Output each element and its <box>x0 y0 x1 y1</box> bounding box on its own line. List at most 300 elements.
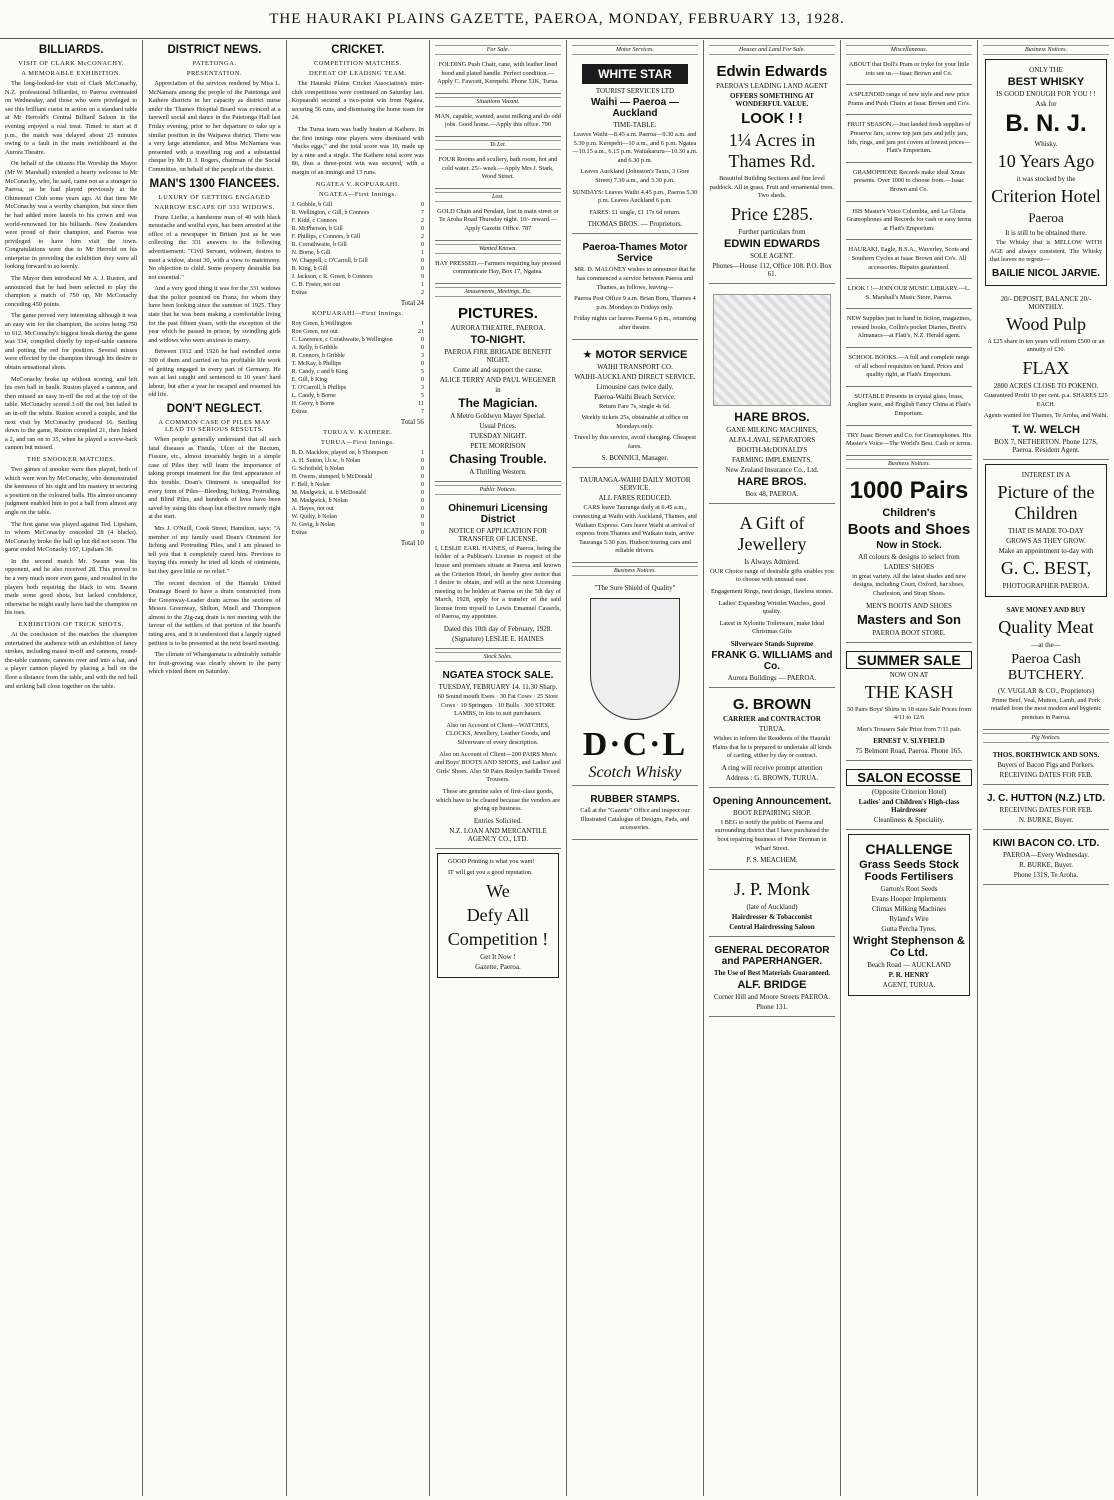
now-on-label: NOW ON AT <box>889 670 929 679</box>
runs: 1 <box>420 281 424 288</box>
runs: 11 <box>418 400 424 407</box>
billiards-heading: BILLIARDS. <box>38 44 104 56</box>
service-title: Paeroa-Thames Motor Service <box>582 242 688 265</box>
snooker-subheading: THE SNOOKER MATCHES. <box>26 455 116 463</box>
score-row <box>292 457 424 465</box>
photographer-name: G. C. BEST, <box>1000 557 1092 578</box>
decorator-ad <box>709 940 835 1017</box>
route-label: Waihi — Paeroa — Auckland <box>590 97 679 119</box>
paragraph: Mrs J. O'Neill, Cook Street, Hamilton, says: "A member of my family used Doan's Ointment for Itching and Protruding Piles, and I am pleased to tell you that it completely cured him. Previous to buying this remedy he tried all kinds of ointments, but they gave little or no relief." <box>148 524 281 575</box>
best-whisky-label: BEST WHISKY <box>1007 76 1085 88</box>
batsman: Ron Green, not out <box>291 328 338 335</box>
runs: 0 <box>420 201 424 208</box>
photographer-title: PHOTOGRAPHER PAEROA. <box>1002 581 1090 590</box>
mellow-text: The Whisky that is MELLOW WITH AGE and always consistent. The Whisky that leaves no regrets— <box>990 239 1103 264</box>
section-heading: Public Notices. <box>435 485 561 495</box>
batsman: N. Borne, b Gill <box>291 249 331 256</box>
batsman: A. Kelly, b Gribble <box>291 344 338 351</box>
runs: 7 <box>420 408 424 415</box>
childrens-label: Children's <box>882 506 936 519</box>
saloon-name: Central Hairdressing Saloon <box>729 923 815 932</box>
score-row <box>292 392 424 400</box>
runs: 0 <box>420 344 424 351</box>
decorator-title: GENERAL DECORATOR and PAPERHANGER. <box>714 945 830 968</box>
section-heading: Motor Services. <box>572 45 698 55</box>
butchery-text: Prime Beef, Veal, Mutton, Lamb, and Pork retailed from the most modern and hygienic premises in Paeroa. <box>990 696 1102 721</box>
batsman: E. Gill, b King <box>291 376 328 383</box>
kiwi-day: PAEROA—Every Wednesday. <box>1002 850 1090 859</box>
misc-ad <box>846 166 972 202</box>
agent-name: Edwin Edwards <box>716 63 828 80</box>
colours-label: All colours & designs to select from <box>858 552 960 561</box>
interest-label: INTEREST IN A <box>1021 470 1071 479</box>
score-row <box>292 529 424 537</box>
batsman: R. Corrathwaite, b Gill <box>291 241 347 248</box>
runs: 2 <box>420 217 424 224</box>
trick-shots-subheading: EXHIBITION OF TRICK SHOTS. <box>18 621 124 629</box>
jewellery-ad <box>709 507 835 688</box>
receiving-label: RECEIVING DATES FOR FEB. <box>999 770 1093 779</box>
match-heading: NGATEA V. KOPUARAHI. <box>315 180 400 188</box>
innings-heading: KOPUARAHI—First Innings. <box>312 309 404 317</box>
criterion-label: Criterion Hotel <box>991 186 1101 206</box>
misc-ad <box>846 88 972 115</box>
star-icon: ★ <box>582 348 596 361</box>
section-heading: Situations Vacant. <box>435 97 561 107</box>
runs: 21 <box>417 328 424 335</box>
pig-notice <box>983 746 1109 785</box>
travel-note: Travel by this service, avoid changing. Cheapest fares. <box>573 434 697 450</box>
runs: 0 <box>420 473 424 480</box>
column-houses-land <box>704 40 841 1496</box>
rubber-stamps-text: Call at the "Gazette" Office and inspect our Illustrated Catalogue of Designs, Pads, and accessories. <box>580 807 690 832</box>
runs: 3 <box>420 352 424 359</box>
ad-text: HAURAKI, Eagle, B.S.A., Waverley, Scots and Southern Cycles at Isaac Brown and Co's. All accessories. Repairs guaranteed. <box>848 246 970 271</box>
ladies-shoes-text: in great variety. All the latest shades and new designs, including Court, Oxford, bar shoes, Charleston, and Strap Shoes. <box>852 572 966 597</box>
batsman: N. Greig, b Nolan <box>291 521 335 528</box>
tourist-services: TOURIST SERVICES LTD <box>595 87 675 95</box>
weekly-tickets: Weekly tickets 25s, obtainable at office on Mondays only. <box>581 414 689 430</box>
agent-name: P. R. HENRY <box>888 971 930 980</box>
stock-sale-date: TUESDAY, FEBRUARY 14. 11.30 Sharp. <box>438 683 558 692</box>
printing-line-2: IT will get you a good reputation. <box>447 869 533 877</box>
return-fare: Return Fare 7s, single 4s 6d. <box>599 402 671 410</box>
batsman: L. Candy, b Borne <box>291 392 336 399</box>
scorecard-kopuarahi <box>292 320 424 416</box>
agent-location: AGENT, TURUA. <box>882 981 936 990</box>
look-label: LOOK ! ! <box>741 110 803 127</box>
presentation-subheading: PRESENTATION. <box>186 70 243 77</box>
printing-line-1: GOOD Printing is what you want! <box>447 857 535 865</box>
ad-text: MAN, capable, wanted, assist milking and do odd jobs. Good home.—Apply this office. 790 <box>434 112 561 129</box>
insurance-line: New Zealand Insurance Co., Ltd. <box>725 465 819 474</box>
tw-text: CARS leave Tauranga daily at 6.45 a.m., connecting at Waihi with Auckland, Thames, and Waikato Express. Cars leave Waihi at arrival of express from Thames and Waikato train, arrive Tauranga 5.30 p.m. Hudson touring cars and reliable drivers. <box>573 504 697 555</box>
genre-note: A Thrilling Western. <box>469 467 527 476</box>
batsman: A. Hayes, not out <box>291 505 334 512</box>
runs: 1 <box>420 249 424 256</box>
fares-text: FARES: £1 single, £1 17s 6d return. <box>589 208 681 216</box>
stock-sale-ad <box>435 665 561 849</box>
summer-sale-title: SUMMER SALE <box>846 651 972 669</box>
section-heading: Business Notices. <box>572 566 698 576</box>
classified-ad <box>435 58 561 94</box>
ad-text: FRUIT SEASON.—Just landed fresh supplies of Preserve Jars, screw top jam jars and jelly jars, lids, rings, and jam pot covers at lowest prices—Flatt's Emporium. <box>847 121 971 155</box>
paragraph: And a very good thing it was for the 331 widows that the police pounced on Franz, for whom they have been looking since the summer of 1925. They state that he was been making a comfortable living for the past fifteen years, with the exception of the year which he passed in prison, by swindling girls and widows who were anxious to marry. <box>148 285 281 344</box>
runs: 7 <box>420 209 424 216</box>
batsman: W. Chappell, c O'Carroll, b Gill <box>291 257 368 264</box>
batsman: F. Phillips, c Connors, b Gill <box>291 233 361 240</box>
runs: 0 <box>420 265 424 272</box>
product-line: Gutta Percha Tyres. <box>881 925 937 934</box>
score-row <box>292 473 424 481</box>
ad-text: TRY Isaac Brown and Co. for Gramophones. His Master's Voice—The World's Best. Cash or terms. <box>846 431 972 448</box>
product-line: Evans Hooper Implements <box>871 895 947 904</box>
misc-ad <box>846 351 972 387</box>
kiwi-bacon-notice <box>983 833 1109 885</box>
score-row <box>292 521 424 529</box>
licensing-title: Ohinemuri Licensing District <box>448 502 548 525</box>
carrier-ring: A ring will receive prompt attention <box>721 763 823 772</box>
score-row <box>292 225 424 233</box>
paragraph: The climate of Whangamata is admirably suitable for fruit-growing was clearly shown to the party which visited there on Saturday. <box>148 651 281 676</box>
runs: 2 <box>420 233 424 240</box>
paragraph: At the conclusion of the matches the champion entertained the audience with an exhibition of fancy strokes, including massé in-off and cannons, round-the-table cannons, cannons over and into a hat, and a player cannon played by placing a ball on the floor a distance from the table, and with the red ball and striking ball close together on the table. <box>5 631 138 690</box>
misc-ad <box>846 243 972 279</box>
ad-text: FOUR Rooms and scullery, bath room, hot and cold water. 25/- week.—Apply Mrs J. Stark, Wood Street. <box>438 155 558 181</box>
classified-ad <box>435 110 561 137</box>
bnj-title: B. N. J. <box>1005 110 1087 137</box>
defy-label: Defy All <box>466 904 530 925</box>
product-line: Garton's Root Seeds <box>880 885 938 894</box>
score-row <box>292 336 424 344</box>
kiwi-buyer: R. BURKE, Buyer. <box>1019 860 1073 869</box>
kash-address: 75 Belmont Road, Paeroa. Phone 165. <box>855 747 963 756</box>
runs: 0 <box>420 457 424 464</box>
batsman: W. Quilty, b Nolan <box>291 513 337 520</box>
runs: 3 <box>420 384 424 391</box>
hairdresser-ad <box>709 873 835 937</box>
whisky-ad <box>985 59 1107 286</box>
batsman: R. Wellington, c Gill, b Connors <box>291 209 370 216</box>
motor-service-label: MOTOR SERVICE <box>595 348 688 361</box>
match-heading: TURUA V. KAIHERE. <box>323 428 393 436</box>
carrier-town: TURUA. <box>759 724 785 733</box>
agents-text: Agents wanted for Thames, Te Aroha, and Waihi. <box>983 412 1109 420</box>
stock-watches: Also on Account of Client—WATCHES, CLOCKS, Jewellery, Leather Goods, and Silverware of every description. <box>445 721 551 747</box>
wood-pulp-title: Wood Pulp <box>1005 313 1087 334</box>
ad-text: LOOK ! !—JOIN OUR MUSIC LIBRARY.—L. S. Marshall's Music Store, Paeroa. <box>847 285 971 301</box>
pulp-text: A £25 share in ten years will return £500 or an annuity of £30. <box>987 337 1105 354</box>
hare-bros-ad <box>709 287 835 504</box>
scorecard-total: Total 24 <box>400 298 424 307</box>
score-row <box>292 257 424 265</box>
welch-address: BOX 7, NETHERTON. Phone 127S, Paeroa. Resident Agent. <box>994 437 1098 454</box>
timetable-text: Leaves Waihi—8.45 a.m. Paeroa—9.30 a.m. and 5.30 p.m. Kerepehi—10 a.m., and 6 p.m. Ngatea—10.15 a.m., 6.15 p.m. Waitakaruru—10.30 a.m. and 6.30 p.m. <box>572 131 698 164</box>
dont-neglect-heading: DON'T NEGLECT. <box>166 403 263 415</box>
carrier-ad <box>709 691 835 788</box>
score-row <box>292 384 424 392</box>
runs: 1 <box>420 320 424 327</box>
salon-location: (Opposite Criterion Hotel) <box>871 788 947 797</box>
runs: 2 <box>420 289 424 296</box>
agent-desc: PAEROA'S LEADING LAND AGENT <box>716 82 828 90</box>
paragraph: The Mayor then introduced Mr A. J. Ruston, and announced that he had been selected to play the champion a match of 750 up, Mr McConachy conceding 450 points. <box>5 275 138 308</box>
runs: 1 <box>420 449 424 456</box>
tuesday-label: TUESDAY NIGHT. <box>469 431 527 440</box>
hutton-notice <box>983 788 1109 830</box>
seeds-label: Grass Seeds Stock Foods Fertilisers <box>859 859 959 884</box>
section-heading: Business Notices. <box>846 459 972 469</box>
decorator-guarantee: The Use of Best Materials Guaranteed. <box>713 969 831 978</box>
bailie-label: BAILIE NICOL JARVIE. <box>992 267 1100 279</box>
dcl-logo: D·C·L <box>582 726 688 764</box>
paragraph: Franz Liefke, a handsome man of 40 with black moustache and soulful eyes, has been arrested at the office of a newspaper in Britain just as he was collecting the 331 answers to the following advertisement: "Civil Servant, widower, desires to meet a widow, about 30, with a view to matrimony. No objection to child. Some property desirable but not essential." <box>148 213 281 281</box>
tauranga-waihi-ad <box>572 471 698 563</box>
theatre-ad <box>435 300 561 482</box>
cricket-subheading: COMPETITION MATCHES. <box>313 60 402 67</box>
made-label: THAT IS MADE TO-DAY <box>1008 526 1084 535</box>
product-line: FARMING IMPLEMENTS. <box>731 455 812 464</box>
column-motor-services <box>567 40 704 1496</box>
support-note: Come all and support the cause. <box>453 365 543 374</box>
kiwi-name: KIWI BACON CO. LTD. <box>992 837 1100 849</box>
section-heading: Houses and Land For Sale. <box>709 45 835 55</box>
paragraph: Two games of snooker were then played, both of which were won by McConachy, who demonstrated the keenness of his sight and his mastery in securing a position on the coloured balls. His almost uncanny judgment enabled him to pot a ball from almost any angle on the table. <box>5 465 138 516</box>
scorecard-ngatea <box>292 201 424 297</box>
paragraph: The Turua team was badly beaten at Kaihere. In the first innings nine players were dismissed with "ducks eggs," and the total score was 10, made up by a nine and a single. The Kaihere total score was 86, thus a three-point win was secured, with a margin of an innings and 13 runs. <box>291 125 424 176</box>
boot-repair-ad <box>709 791 835 870</box>
ad-text: GOLD Chain and Pendant, lost in main street or Te Aroha Road Thursday night. 10/- reward.—Apply Gazette Office. 787 <box>437 207 559 232</box>
summer-sale-ad <box>846 646 972 762</box>
timetable-auckland: Leaves Auckland (Johnston's Taxis, 3 Gore Street) 7.30 a.m., and 3.30 p.m. <box>580 168 690 184</box>
paeroa-label: Paeroa <box>1028 210 1064 225</box>
boot-shop-label: BOOT REPAIRING SHOP. <box>732 808 811 817</box>
score-row <box>292 400 424 408</box>
batsman: A. H. Sutton, l.b.w., b Nolan <box>291 457 361 464</box>
innings-heading: NGATEA—First Innings. <box>318 190 397 198</box>
misc-ad <box>846 118 972 162</box>
jewellery-xylonite: Latest in Xylonite Toiletware, make Ideal Christmas Gifts <box>719 619 825 636</box>
property-desc: Beautiful Building Sections and fine level paddock. All in grass. Fruit and ornamental trees. Two sheds. <box>709 175 835 200</box>
star-name: PETE MORRISON <box>470 441 526 450</box>
batsman: R. Candy, c and b King <box>291 368 348 375</box>
stock-sale-title: NGATEA STOCK SALE. <box>442 670 554 682</box>
misc-ad <box>846 282 972 309</box>
we-label: We <box>486 880 510 901</box>
ad-text: NEW Supplies just to hand in fiction, magazines, reward books, Collin's pocket Diaries, Brett's Almanacs—at Flatt's, N.Z. Herald agent. <box>846 315 972 340</box>
hare-bros-name: HARE BROS. <box>737 475 807 488</box>
score-row <box>292 360 424 368</box>
jewellery-watches: Ladies' Expanding Wristlet Watches, good quality. <box>718 599 826 616</box>
boot-shop-owner: P. S. MEACHEM. <box>746 856 798 865</box>
maloney-text: MR. D. MALONEY wishes to announce that he has commenced a service between Paeroa and Thames, as follows, leaving— <box>574 266 696 291</box>
batsman: J. Gribble, b Gill <box>291 201 333 208</box>
score-row <box>292 497 424 505</box>
agent-name-caps: EDWIN EDWARDS <box>724 237 820 250</box>
boot-store-label: PAEROA BOOT STORE. <box>872 628 946 637</box>
classified-ad <box>435 257 561 284</box>
salon-name: SALON ECOSSE <box>846 769 972 786</box>
column-miscellaneous <box>841 40 978 1496</box>
picture-title: Picture of the Children <box>997 481 1095 523</box>
white-star-logo: WHITE STAR <box>582 64 688 84</box>
printing-ad <box>437 853 559 978</box>
fiancees-heading: MAN'S 1300 FIANCEES. <box>149 177 280 190</box>
salon-desc: Ladies' and Children's High-class Hairdresser <box>858 798 960 815</box>
whisky-label: Whisky. <box>1034 140 1058 148</box>
tw-title: TAURANGA-WAIHI DAILY MOTOR SERVICE. <box>579 476 691 493</box>
at-the-label: —at the— <box>1031 640 1061 649</box>
section-heading: Pig Notices. <box>983 733 1109 743</box>
ad-text: GRAMOPHONE Records make ideal Xmas presents. Over 1000 to choose from.—Isaac Brown and Co. <box>853 168 965 193</box>
ask-for-label: Ask for <box>1035 100 1057 108</box>
photographer-ad <box>985 464 1107 597</box>
scotch-whisky-label: Scotch Whisky <box>588 764 682 782</box>
challenge-ad <box>848 834 970 996</box>
price-label: Price £285. <box>730 203 813 224</box>
acres-label: 1¼ Acres in Thames Rd. <box>728 130 816 171</box>
salon-motto: Cleanliness & Speciality. <box>873 816 945 825</box>
in-stock-label: Now in Stock. <box>876 539 942 551</box>
batsman: B. King, b Gill <box>291 265 328 272</box>
proprietors: THOMAS BROS. — Proprietors. <box>587 220 683 229</box>
batsman: T. O'Carroll, b Phillips <box>291 384 347 391</box>
appointment-label: Make an appointment to-day with <box>998 546 1094 555</box>
ad-text: SCHOOL BOOKS.—A full and complete range of all school requisites on hand. Prices and quality right, at Flatt's Emporium. <box>848 354 970 379</box>
get-it-label: Get It Now ! <box>480 952 516 961</box>
stocked-label: it was stocked by the <box>1016 175 1076 183</box>
shield-emblem-icon <box>590 598 680 720</box>
score-row <box>292 489 424 497</box>
wright-stephenson-logo: Wright Stephenson & Co Ltd. <box>853 935 965 960</box>
score-row <box>292 368 424 376</box>
boots-shoes-label: Boots and Shoes <box>847 520 971 538</box>
ad-text: FOLDING Push Chair, cane, with leather lined hood and plated handle. Perfect condition.—Apply C. Fawcett, Kerepehi. Phone 51K, Turua. <box>437 61 559 86</box>
classified-ad <box>435 205 561 241</box>
batsman: B. D. Macklow, played on, b Thompson <box>291 449 388 456</box>
notice-signature: (Signature) LESLIE E. HAINES <box>452 635 544 644</box>
score-row <box>292 465 424 473</box>
carrier-name: G. BROWN <box>732 695 812 713</box>
notice-title: NOTICE OF APPLICATION FOR TRANSFER OF LICENSE. <box>448 526 548 543</box>
batsman: F. Bell, b Nolan <box>291 481 330 488</box>
runs: 0 <box>420 513 424 520</box>
batsman: M. Madgwick, st. b McDonald <box>291 489 366 496</box>
hare-illustration-icon <box>713 294 831 406</box>
carrier-address: Address : G. BROWN, TURUA. <box>725 773 819 782</box>
paragraph: Between 1912 and 1926 he had swindled some 300 of them and carried on his profitable life work of getting engaged in every part of Germany. He was at last caught and sentenced to 10 years' hard labour, but after a year he escaped and resumed his old life. <box>148 348 281 399</box>
runs: 0 <box>420 529 424 536</box>
score-row <box>292 209 424 217</box>
score-row <box>292 376 424 384</box>
misc-ad <box>846 58 972 85</box>
runs: 0 <box>420 225 424 232</box>
direct-service: WAIHI-AUCKLAND DIRECT SERVICE. <box>574 372 696 381</box>
section-heading: Stock Sales. <box>435 652 561 662</box>
decorator-name: ALF. BRIDGE <box>737 979 807 992</box>
buyers-label: Buyers of Bacon Pigs and Porkers. <box>997 760 1095 769</box>
piles-subheading: A COMMON CASE OF PILES MAY LEAD TO SERIOUS RESULTS. <box>158 419 271 433</box>
batsman: C. Lawrence, c Corathwaite, b Wellington <box>291 336 393 343</box>
runs: 5 <box>420 368 424 375</box>
product-line: Climax Milking Machines <box>872 905 946 914</box>
dcl-whisky-ad <box>572 579 698 786</box>
scorecard-total: Total 10 <box>400 538 424 547</box>
batsman: R. McPherson, b Gill <box>291 225 343 232</box>
guaranteed-text: Guaranteed Profit 10 per cent. p.a. SHARES £25 EACH. <box>984 391 1108 408</box>
kiwi-phone: Phone 131S, Te Aroha. <box>1013 870 1079 879</box>
batsman: R. Connors, b Gribble <box>291 352 345 359</box>
score-row <box>292 449 424 457</box>
column-classifieds <box>430 40 567 1496</box>
only-label: ONLY THE <box>1029 66 1063 74</box>
notice-text: I, LESLIE EARL HAINES, of Paeroa, being the holder of a Publican's License in respect of the house and premises situate at Paeroa and known as the Criterion Hotel, do hereby give notice that I desire to obtain, and will at the next Licensing meeting to be holden at Paeroa on the 5th day of March, 1928, apply for a transfer of the said license from myself to Lewis Emanuel Casserls, of Paeroa, my appointee. <box>434 544 561 621</box>
scorecard-turua <box>292 449 424 537</box>
district-news-heading: DISTRICT NEWS. <box>167 44 262 56</box>
carrier-title: CARRIER and CONTRACTOR <box>723 714 821 723</box>
cricket-subheading-2: DEFEAT OF LEADING TEAM. <box>308 70 407 77</box>
hutton-name: J. C. HUTTON (N.Z.) LTD. <box>987 792 1105 804</box>
licensing-notice <box>435 498 561 649</box>
batsman: Extras <box>291 408 307 415</box>
score-row <box>292 281 424 289</box>
edwin-edwards-ad <box>709 58 835 284</box>
section-heading: To Let. <box>435 140 561 150</box>
billiards-subheading-2: A MEMORABLE EXHIBITION. <box>21 70 122 77</box>
still-label: It is still to be obtained there. <box>1005 229 1087 237</box>
column-cricket <box>287 40 430 1496</box>
entries-note: Entries Solicited. <box>473 816 523 825</box>
newspaper-columns <box>0 40 1114 1496</box>
score-row <box>292 513 424 521</box>
wright-address: Beach Road — AUCKLAND <box>867 961 951 970</box>
batsman: G. Schofield, b Nolan <box>291 465 345 472</box>
butchery-name: Paeroa Cash BUTCHERY. <box>1007 651 1085 683</box>
grows-label: GROWS AS THEY GROW. <box>1006 536 1086 545</box>
ad-text: HAY PRESSED.—Farmers requiring hay pressed communicate Hay, Box 17, Ngatea. <box>435 259 561 276</box>
score-row <box>292 265 424 273</box>
white-star-ad <box>572 58 698 234</box>
boot-shop-text: I BEG to notify the public of Paeroa and surrounding district that I have purchased the boot repairing business of Peter Brennan in Wharf Street. <box>714 818 829 852</box>
paragraph: The recent decision of the Hauraki United Drainage Board to have a drain constructed from the Greenway-Leader drain across the sections of Messrs Greenway, Shilton, Muell and Thompson almost to the Zig-zag drain is not meeting with the favour of the settlers of that portion of the board's rating area, and it is understood that a largely signed petition is to be presented at the next board meeting. <box>148 579 281 647</box>
agency-name: N.Z. LOAN AND MERCANTILE AGENCY CO., LTD. <box>449 826 547 843</box>
ten-years-label: 10 Years Ago <box>997 151 1095 171</box>
runs: 0 <box>420 497 424 504</box>
hairdresser-name: J. P. Monk <box>733 879 810 900</box>
gazette-label: Gazette, Paeroa. <box>475 962 521 971</box>
section-heading: Business Notices. <box>983 45 1109 55</box>
runs: 0 <box>420 481 424 488</box>
batsman: Extras <box>291 529 307 536</box>
pairs-title: 1000 Pairs <box>849 476 969 504</box>
shirts-text: 50 Pairs Boys' Shirts in 18 sizes Sale Prices from 4/11 to 12/6 <box>847 705 971 722</box>
scorecard-total: Total 56 <box>400 417 424 426</box>
timetable-label: TIME-TABLE. <box>613 121 657 129</box>
kash-label: THE KASH <box>864 681 954 702</box>
theatre-name: AURORA THEATRE, PAEROA. <box>450 323 546 332</box>
ad-text: HIS Master's Voice Columbia, and La Gloria Gramophones and Records for cash or easy terms at Flatt's Emporium. <box>846 207 972 232</box>
acres-label: 2800 ACRES CLOSE TO POKENO. <box>993 381 1099 390</box>
waihi-transport-ad <box>572 343 698 469</box>
score-row <box>292 241 424 249</box>
sure-shield-slogan: "The Sure Shield of Quality" <box>594 584 676 593</box>
product-line: Ryland's Wire <box>889 915 929 924</box>
score-row <box>292 344 424 352</box>
salon-ad <box>846 764 972 830</box>
ladies-shoes-label: LADIES' SHOES <box>883 562 935 571</box>
column-business-notices <box>978 40 1114 1496</box>
paragraph: In the second match Mr. Swann was his opponent, and he also received 28. This proved to be a very much more even game, and resulted in the players both requiring the black to win. Swann made some good shots, but lacked confidence, otherwise he might easily have had the champion on his toes. <box>5 557 138 617</box>
